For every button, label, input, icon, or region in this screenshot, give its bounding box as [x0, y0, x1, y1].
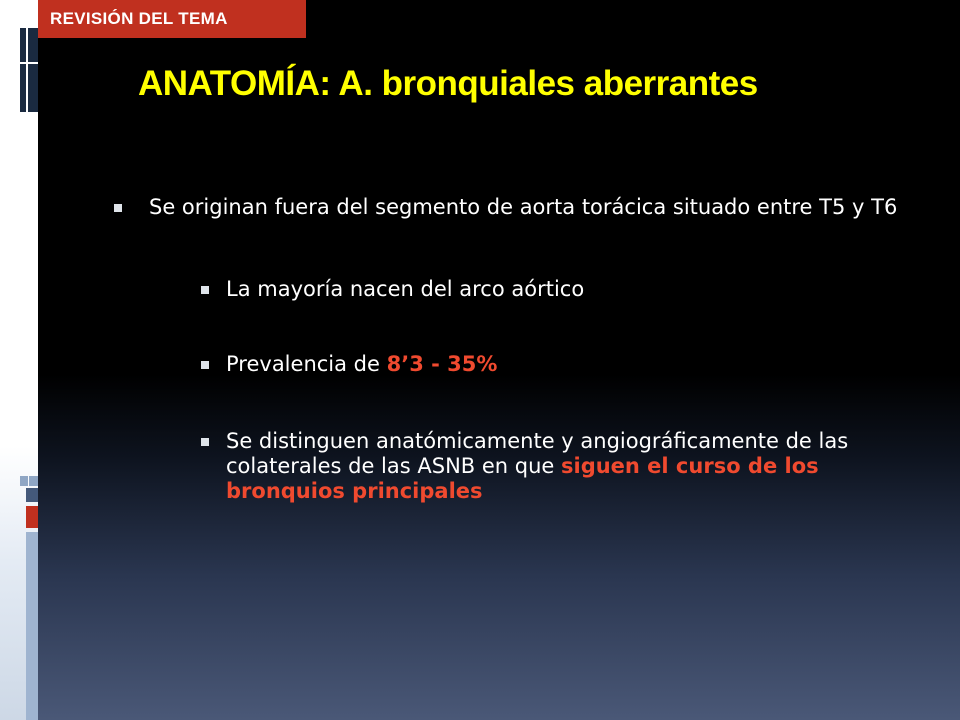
square-bullet-icon — [201, 438, 209, 446]
deco-block — [28, 28, 38, 62]
section-tag: REVISIÓN DEL TEMA — [38, 0, 306, 38]
square-bullet-icon — [201, 361, 209, 369]
deco-block — [26, 488, 38, 502]
deco-block — [20, 476, 28, 486]
deco-block — [29, 476, 38, 486]
square-bullet-icon — [114, 204, 122, 212]
deco-block — [28, 64, 38, 112]
bullet-text: Prevalencia de — [226, 352, 387, 376]
deco-block — [26, 532, 38, 720]
list-item — [112, 277, 912, 302]
bullet-text: Se distinguen anatómicamente y angiográficamente de las colaterales de las ASNB en que — [226, 429, 849, 478]
page-title: ANATOMÍA: A. bronquiales aberrantes — [138, 64, 758, 103]
deco-block — [26, 506, 38, 528]
deco-block — [20, 64, 26, 112]
square-bullet-icon — [201, 286, 209, 294]
course-highlight: siguen el curso de los bronquios principales — [226, 454, 819, 503]
deco-block — [20, 28, 26, 62]
list-item — [112, 352, 912, 377]
bullet-list — [112, 195, 912, 504]
bullet-text: La mayoría nacen del arco aórtico — [226, 277, 585, 301]
list-item — [112, 429, 912, 504]
list-item — [112, 195, 912, 220]
prevalence-highlight: 8’3 - 35% — [386, 352, 498, 376]
bullet-text: Se originan fuera del segmento de aorta torácica situado entre T5 y T6 — [149, 195, 898, 219]
